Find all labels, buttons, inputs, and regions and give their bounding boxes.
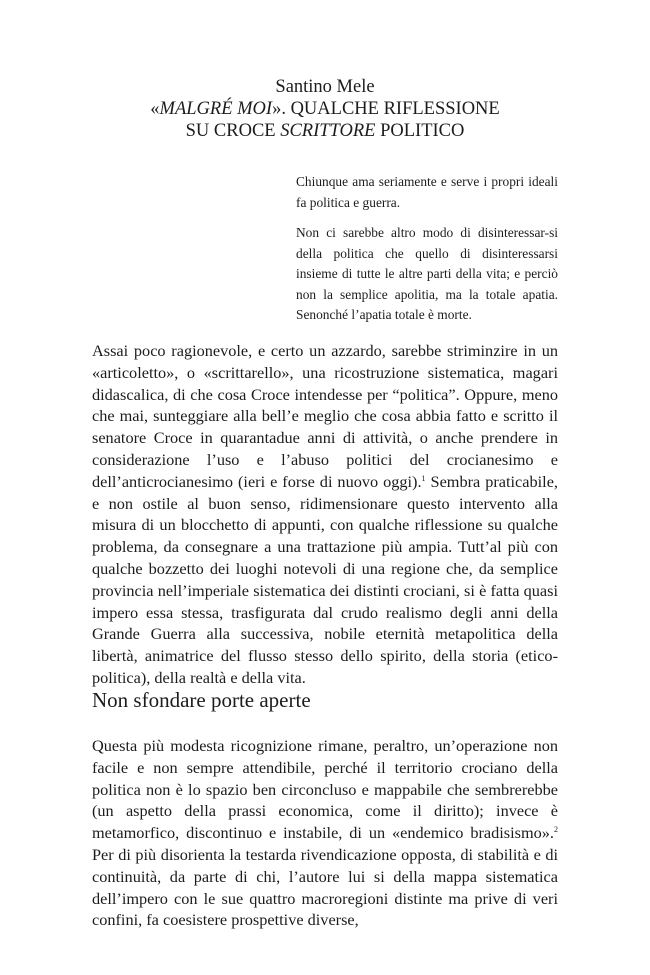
title-italic-scrittore: SCRITTORE <box>280 121 376 141</box>
epigraph-1: Chiunque ama seriamente e serve i propri ideali fa politica e guerra. <box>296 174 558 210</box>
paragraph-1-part-b: Sembra praticabile, e non ostile al buon senso, ridimensionare questo intervento alla misura di un blocchetto di appunti, con qualche riflessione su qualche problema, da consegnare a una trattazione più ampia. Tutt’al più con qualche bozzetto dei luoghi notevoli di una regione che, da semplice provincia nell’imperiale sistematica dei distinti crociani, si è fatta quasi impero essa stessa, trasfigurata dal crudo realismo degli anni della Grande Guerra alla successiva, nobile eternità metapolitica della libertà, animatrice del flusso stesso dello spirito, della storia (etico-politica), della realtà e della vita. <box>92 471 558 687</box>
section-heading: Non sfondare porte aperte <box>92 688 311 712</box>
paragraph-2-part-b: Per di più disorienta la testarda rivendicazione opposta, di stabilità e di continuità, da parte di chi, l’autore lui si della mappa sistematica dell’impero con le sue quattro macroregioni distinte ma prive di veri confini, fa coesistere prospettive diverse, <box>92 844 558 930</box>
epigraph-2: Non ci sarebbe altro modo di disinteressar-si della politica che quello di disinteressarsi insieme di tutte le altre parti della vita; e perciò non la semplice apolitia, ma la totale apatia. Senonché l’apatia totale è morte. <box>296 225 558 322</box>
footnote-ref-1[interactable]: 1 <box>421 473 426 483</box>
epigraph-block <box>296 172 558 336</box>
author-name: Santino Mele <box>275 77 375 97</box>
title-quote-open: « <box>150 99 160 119</box>
article-title-line-2 <box>0 120 650 142</box>
title-pre-2: SU CROCE <box>185 121 281 141</box>
paragraph-1-text <box>92 340 558 689</box>
title-italic-malgre-moi: MALGRÉ MOI <box>159 99 273 119</box>
article-title-line-1 <box>0 98 650 120</box>
footnote-ref-2[interactable]: 2 <box>554 825 558 835</box>
body-paragraph-2 <box>92 735 558 931</box>
title-rest-1: ». QUALCHE RIFLESSIONE <box>272 99 500 119</box>
paragraph-2-text <box>92 735 558 931</box>
paragraph-2-part-a: Questa più modesta ricognizione rimane, peraltro, un’operazione non facile e non sempre attendibile, perché il territorio crociano della politica non è lo spazio ben circoncluso e mappabile che sembrerebbe (un aspetto della prassi economica, come il diritto); invece è metamorfico, discontinuo e instabile, di un «endemico bradisismo». <box>92 736 558 843</box>
title-post-2: POLITICO <box>375 121 465 141</box>
body-paragraph-1 <box>92 340 558 689</box>
article-header <box>0 76 650 142</box>
paragraph-1-part-a: Assai poco ragionevole, e certo un azzardo, sarebbe striminzire in un «articoletto», o «scrittarello», una ricostruzione sistematica, magari didascalica, di che cosa Croce intendesse per “politica”. Oppure, meno che mai, sunteggiare alla bell’e meglio che cosa abbia fatto e scritto il senatore Croce in quarantadue anni di attività, o anche prendere in considerazione l’uso e l’abuso politici del crocianesimo e dell’anticrocianesimo (ieri e forse di nuovo oggi). <box>92 341 558 491</box>
